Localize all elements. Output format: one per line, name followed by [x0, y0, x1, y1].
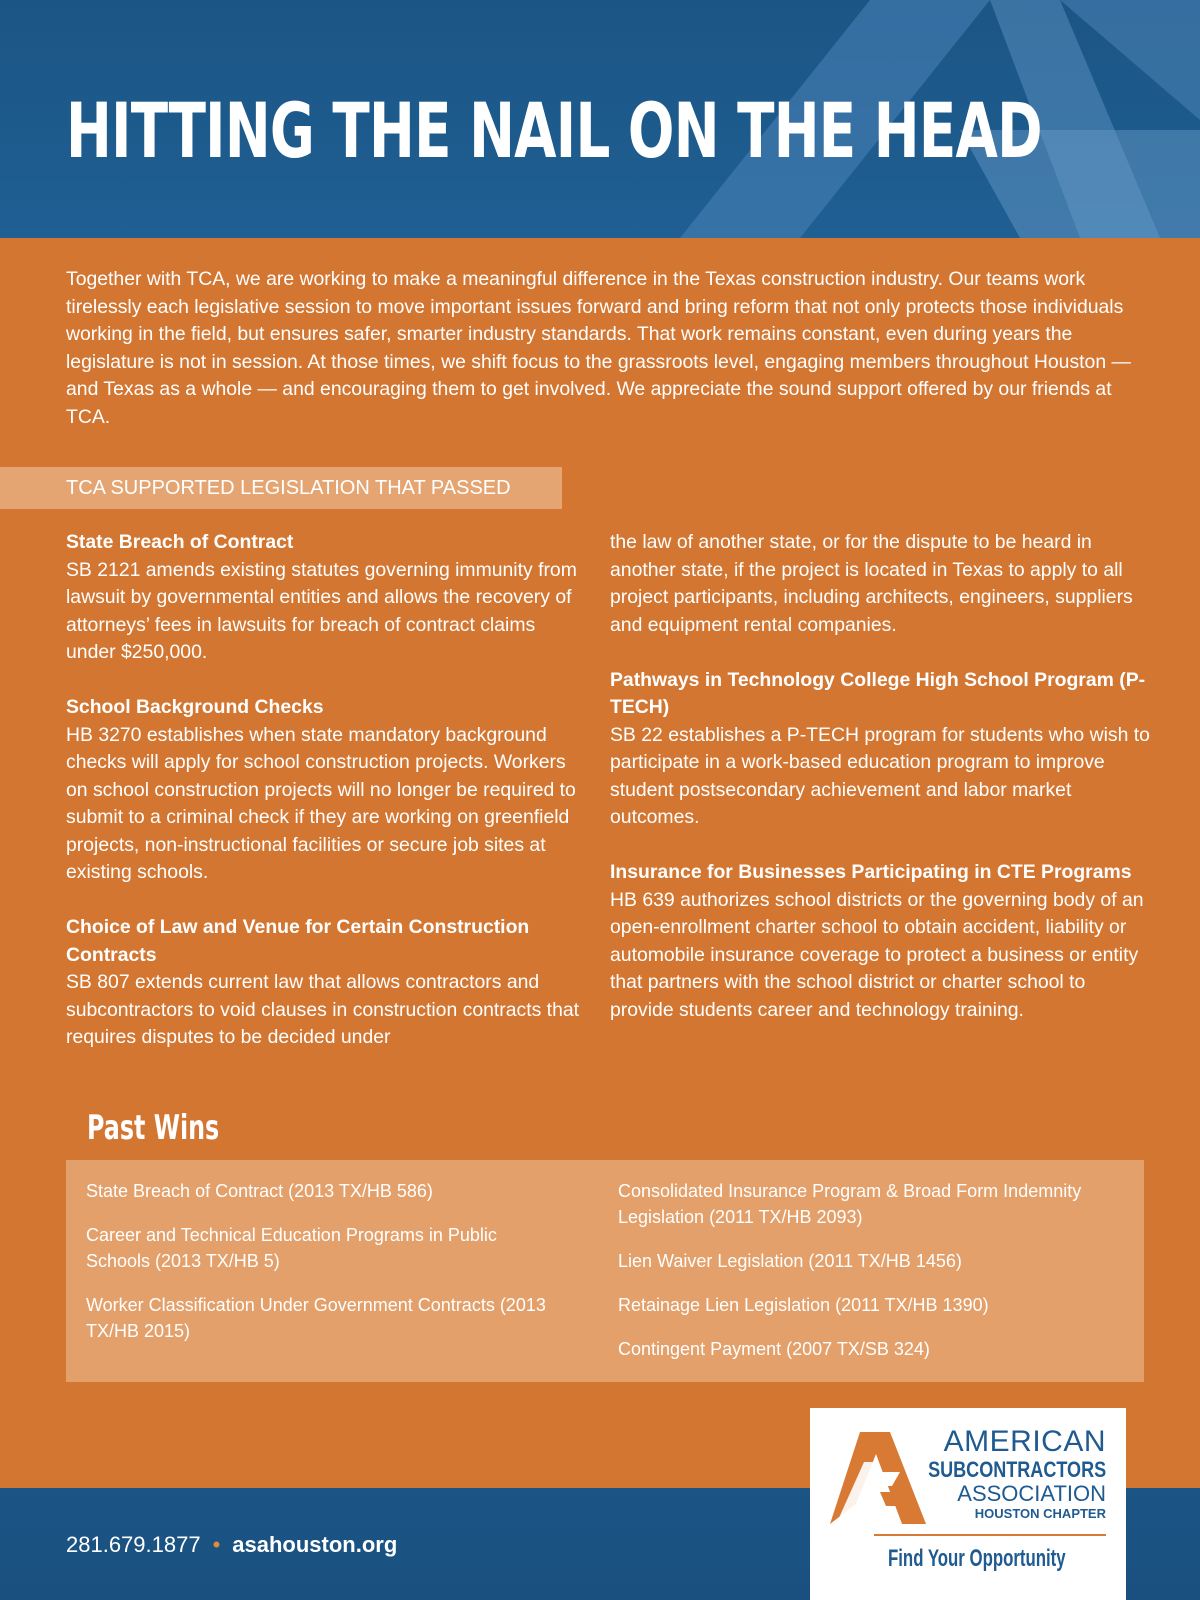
section-label-bar — [0, 467, 562, 509]
past-wins-left-list — [86, 1178, 556, 1362]
legislation-left-column — [66, 529, 586, 1079]
legislation-body: SB 807 extends current law that allows contractors and subcontractors to void clauses in construction contracts that requires disputes to be decided under — [66, 971, 580, 1048]
logo-divider — [874, 1534, 1106, 1536]
past-wins-right-list — [618, 1178, 1088, 1380]
past-wins-title: Past Wins — [87, 1108, 220, 1148]
legislation-item — [66, 694, 586, 887]
logo-line-subcontractors: SUBCONTRACTORS — [927, 1457, 1106, 1482]
past-win-item: State Breach of Contract (2013 TX/HB 586) — [86, 1181, 433, 1201]
past-win-item: Lien Waiver Legislation (2011 TX/HB 1456) — [618, 1251, 962, 1271]
past-win-item: Contingent Payment (2007 TX/SB 324) — [618, 1339, 930, 1359]
logo-line-chapter: HOUSTON CHAPTER — [974, 1506, 1106, 1521]
legislation-right-column — [610, 529, 1150, 1052]
past-wins-box — [66, 1160, 1144, 1382]
legislation-item — [66, 529, 586, 667]
intro-paragraph: Together with TCA, we are working to make a meaningful difference in the Texas construction industry. Our teams work tirelessly each legislative session to move important issues forward and bring reform that not only protects those individuals working in the field, but ensures safer, smarter industry standards. That work remains constant, even during years the legislature is not in session. At those times, we shift focus to the grassroots level, engaging members throughout Houston — and Texas as a whole — and encouraging them to get involved. We appreciate the sound support offered by our friends at TCA. — [66, 268, 1131, 428]
asa-logo — [810, 1408, 1126, 1600]
past-win-item: Consolidated Insurance Program & Broad Form Indemnity Legislation (2011 TX/HB 2093) — [618, 1181, 1082, 1227]
asa-logo-mark-icon — [830, 1432, 926, 1524]
legislation-heading: State Breach of Contract — [66, 531, 294, 553]
contact-info — [66, 1530, 397, 1560]
past-win-item: Career and Technical Education Programs in Public Schools (2013 TX/HB 5) — [86, 1225, 497, 1271]
legislation-heading: School Background Checks — [66, 696, 324, 718]
legislation-body: SB 22 establishes a P-TECH program for students who wish to participate in a work-based education program to improve student postsecondary achievement and labor market outcomes. — [610, 723, 1150, 828]
legislation-continuation: the law of another state, or for the dispute to be heard in another state, if the project is located in Texas to apply to all project participants, including architects, engineers, suppliers and equipment rental companies. — [610, 531, 1133, 636]
legislation-body: SB 2121 amends existing statutes governing immunity from lawsuit by governmental entities and allows the recovery of attorneys’ fees in lawsuits for breach of contract claims under $250,000. — [66, 558, 577, 663]
past-win-item: Retainage Lien Legislation (2011 TX/HB 1390) — [618, 1295, 989, 1315]
legislation-body: HB 3270 establishes when state mandatory background checks will apply for school construction projects. Workers on school construction projects will no longer be required to submit to a criminal check if they are working on greenfield projects, non-instructional facilities or secure job sites at existing schools. — [66, 723, 576, 883]
legislation-item — [610, 667, 1150, 832]
header-banner — [0, 0, 1200, 238]
legislation-heading: Choice of Law and Venue for Certain Construction Contracts — [66, 916, 530, 966]
legislation-item — [66, 914, 586, 1052]
separator-dot: • — [212, 1532, 221, 1557]
past-win-item: Worker Classification Under Government Contracts (2013 TX/HB 2015) — [86, 1295, 546, 1341]
website-link[interactable]: asahouston.org — [232, 1532, 398, 1557]
legislation-heading: Insurance for Businesses Participating in CTE Programs — [610, 861, 1132, 883]
logo-line-association: ASSOCIATION — [957, 1481, 1106, 1506]
legislation-body: HB 639 authorizes school districts or the governing body of an open-enrollment charter school to obtain accident, liability or automobile insurance coverage to protect a business or entity that partners with the school district or charter school to provide students career and technology training. — [610, 888, 1144, 1021]
logo-tagline: Find Your Opportunity — [888, 1545, 1066, 1572]
legislation-heading: Pathways in Technology College High School Program (P-TECH) — [610, 668, 1146, 718]
section-label: TCA SUPPORTED LEGISLATION THAT PASSED — [66, 477, 511, 499]
legislation-item — [610, 859, 1150, 1024]
phone-number[interactable]: 281.679.1877 — [66, 1532, 201, 1557]
logo-line-american: AMERICAN — [943, 1425, 1106, 1458]
page-title: HITTING THE NAIL ON THE HEAD — [66, 86, 1042, 175]
